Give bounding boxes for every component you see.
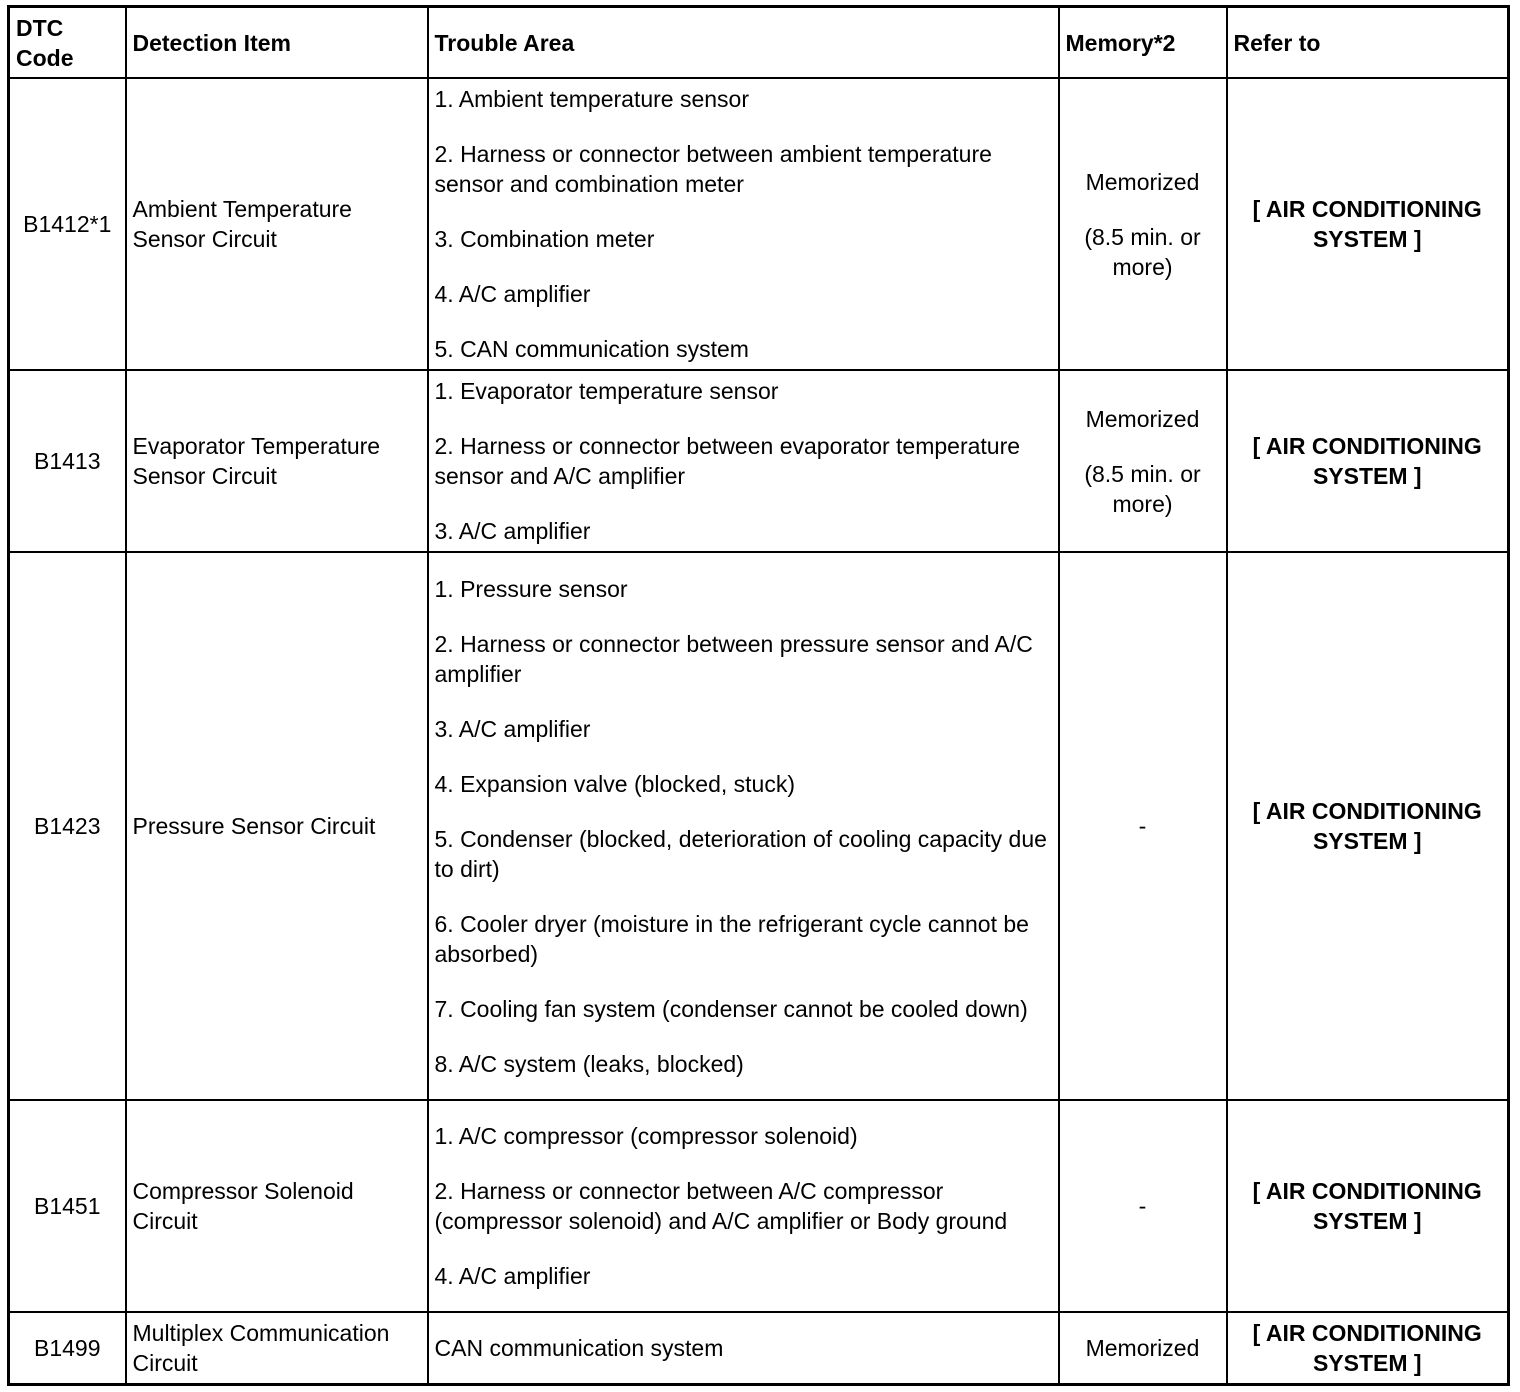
trouble-area-item: 3. Combination meter <box>434 226 655 252</box>
trouble-area-item: 2. Harness or connector between ambient temperature sensor and combination meter <box>434 141 992 197</box>
dtc-code-cell: B1423 <box>9 552 126 1100</box>
trouble-area-item: 2. Harness or connector between evaporator temperature sensor and A/C amplifier <box>434 433 1021 489</box>
trouble-area-item: 2. Harness or connector between A/C compressor (compressor solenoid) and A/C amplifier or Body ground <box>434 1178 1008 1234</box>
header-memory: Memory*2 <box>1059 7 1227 79</box>
refer-link: SYSTEM ] <box>1312 1208 1422 1234</box>
trouble-area-item: 4. A/C amplifier <box>434 1263 591 1289</box>
detection-item-cell: Compressor Solenoid Circuit <box>126 1100 428 1312</box>
trouble-area-item: 3. A/C amplifier <box>434 715 591 742</box>
trouble-area-item: 1. A/C compressor (compressor solenoid) <box>434 1123 858 1149</box>
trouble-area-item: 6. Cooler dryer (moisture in the refrigerant cycle cannot be absorbed) <box>434 910 1029 967</box>
table-row <box>9 78 1509 370</box>
memory-note: (8.5 min. or more) <box>1084 460 1201 517</box>
trouble-area-cell <box>428 552 1059 1100</box>
trouble-area-item: 1. Evaporator temperature sensor <box>434 378 779 404</box>
detection-item-cell: Ambient Temperature Sensor Circuit <box>126 78 428 370</box>
refer-link: SYSTEM ] <box>1312 828 1422 854</box>
refer-to-cell <box>1227 370 1509 552</box>
table-row <box>9 1312 1509 1384</box>
detection-item-cell: Evaporator Temperature Sensor Circuit <box>126 370 428 552</box>
header-trouble-area: Trouble Area <box>428 7 1059 79</box>
trouble-area-item: CAN communication system <box>434 1334 724 1361</box>
header-detection-item: Detection Item <box>126 7 428 79</box>
trouble-area-item: 4. Expansion valve (blocked, stuck) <box>434 770 796 797</box>
memory-status: - <box>1138 1193 1147 1219</box>
trouble-area-item: 2. Harness or connector between pressure sensor and A/C amplifier <box>434 630 1033 687</box>
table-row <box>9 1100 1509 1312</box>
memory-cell <box>1059 78 1227 370</box>
trouble-area-item: 5. CAN communication system <box>434 336 749 362</box>
refer-to-cell <box>1227 1100 1509 1312</box>
trouble-area-item: 5. Condenser (blocked, deterioration of cooling capacity due to dirt) <box>434 825 1047 882</box>
detection-item-cell: Pressure Sensor Circuit <box>126 552 428 1100</box>
detection-item-cell: Multiplex Communication Circuit <box>126 1312 428 1384</box>
trouble-area-item: 7. Cooling fan system (condenser cannot be cooled down) <box>434 995 1028 1022</box>
trouble-area-item: 3. A/C amplifier <box>434 518 591 544</box>
refer-link: [ AIR CONDITIONING <box>1252 798 1482 824</box>
dtc-table <box>7 5 1510 1386</box>
dtc-code-cell: B1412*1 <box>9 78 126 370</box>
memory-status: Memorized <box>1085 1334 1200 1361</box>
memory-cell <box>1059 1312 1227 1384</box>
memory-cell <box>1059 370 1227 552</box>
header-dtc-code: DTC Code <box>9 7 126 79</box>
memory-cell <box>1059 552 1227 1100</box>
header-row <box>9 7 1509 79</box>
table-row <box>9 370 1509 552</box>
refer-link: [ AIR CONDITIONING <box>1252 1178 1482 1204</box>
refer-link: SYSTEM ] <box>1312 463 1422 489</box>
refer-link: [ AIR CONDITIONING <box>1252 433 1482 459</box>
trouble-area-cell <box>428 1312 1059 1384</box>
trouble-area-item: 4. A/C amplifier <box>434 281 591 307</box>
trouble-area-item: 1. Pressure sensor <box>434 575 628 602</box>
memory-status: Memorized <box>1085 168 1200 195</box>
memory-status: - <box>1138 813 1147 839</box>
dtc-code-cell: B1413 <box>9 370 126 552</box>
refer-link: [ AIR CONDITIONING <box>1252 196 1482 222</box>
refer-link: SYSTEM ] <box>1312 1349 1422 1376</box>
refer-to-cell <box>1227 552 1509 1100</box>
header-refer-to: Refer to <box>1227 7 1509 79</box>
table-row <box>9 552 1509 1100</box>
refer-to-cell <box>1227 78 1509 370</box>
trouble-area-cell <box>428 370 1059 552</box>
trouble-area-cell <box>428 78 1059 370</box>
refer-link: SYSTEM ] <box>1312 226 1422 252</box>
memory-status: Memorized <box>1085 405 1200 432</box>
refer-link: [ AIR CONDITIONING <box>1252 1319 1482 1346</box>
memory-cell <box>1059 1100 1227 1312</box>
trouble-area-item: 1. Ambient temperature sensor <box>434 86 749 112</box>
trouble-area-item: 8. A/C system (leaks, blocked) <box>434 1050 744 1077</box>
trouble-area-cell <box>428 1100 1059 1312</box>
refer-to-cell <box>1227 1312 1509 1384</box>
memory-note: (8.5 min. or more) <box>1084 223 1201 280</box>
dtc-code-cell: B1499 <box>9 1312 126 1384</box>
dtc-code-cell: B1451 <box>9 1100 126 1312</box>
